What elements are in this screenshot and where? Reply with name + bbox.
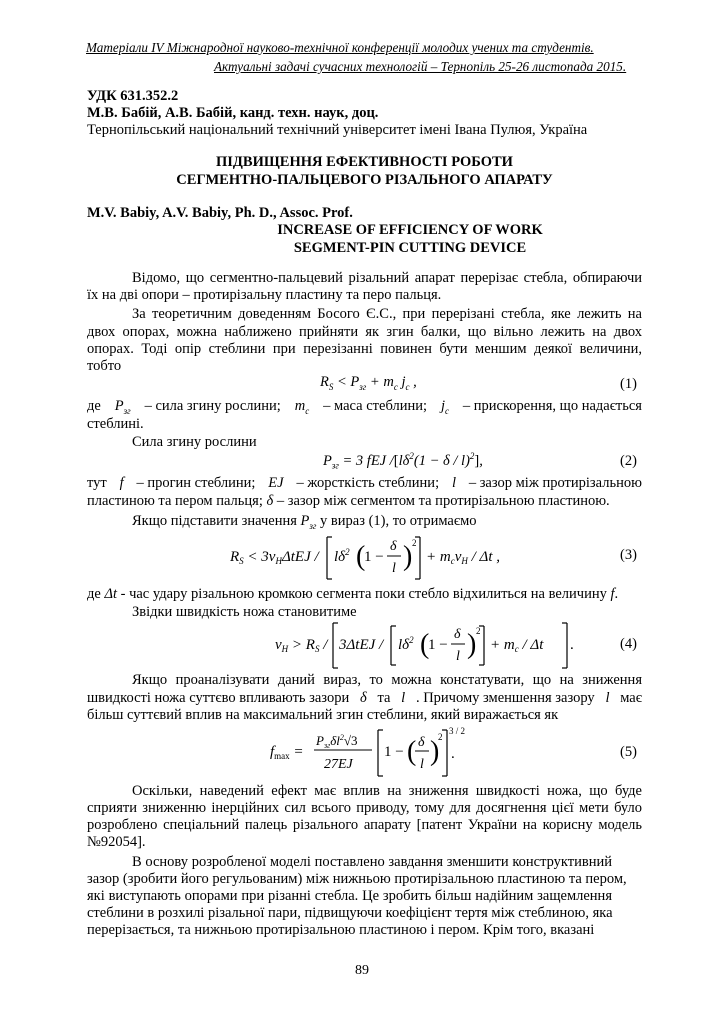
body-line: тобто [87,358,122,374]
equation-2: $P_{зг} = 3$ fEJ $/[l\delta^2(1 - \delta / l)^2]$, [323,451,483,471]
svg-text:vH > RS /: $v_H > R_S$ / [275,637,328,654]
title-en-line2: SEGMENT-PIN CUTTING DEVICE [293,240,527,256]
svg-text:2: 2 [412,538,417,548]
body-line: тут f – прогин стеблини; EJ – жорсткість стеблини; l – зазор між протирізальною [87,475,642,491]
svg-text:3ΔtEJ /: 3ΔtEJ / [339,637,384,653]
equation-3-number: (3) [620,547,637,563]
svg-text:): ) [467,629,477,660]
svg-text:RS < 3vHΔtEJ /: $R_S < 3v_H\Delta tEJ$ / [230,549,319,566]
body-line: перерізається, та нижньою протирізальною пластиною і пером. Крім того, вказані [87,922,595,938]
equation-5-number: (5) [620,744,637,760]
title-en-line1: INCREASE OF EFFICIENCY OF WORK [277,222,543,238]
svg-text:1 −: 1 − [364,549,384,565]
svg-text:l: l [420,757,424,772]
title-ua-line1: ПІДВИЩЕННЯ ЕФЕКТИВНОСТІ РОБОТИ [216,154,513,170]
svg-text:(: ( [420,629,430,660]
page-number: 89 [355,963,369,978]
body-line: їх на дві опори – протирізальну пластину та перо пальця. [87,287,442,303]
body-line: швидкості ножа суттєво впливають зазори δ та l . Причому зменшення зазору l має [87,690,642,706]
svg-text:(: ( [407,736,417,767]
svg-text:(: ( [356,541,366,572]
equation-5 [270,724,470,780]
svg-text:1 −: 1 − [428,637,448,653]
svg-text:l: l [456,649,460,664]
affiliation: Тернопільський національний технічний університет імені Івана Пулюя, Україна [87,122,588,138]
svg-text:lδ2: $l\delta^2$ [398,635,414,653]
body-line: більш суттєвий вплив на максимальний згин стеблини, який виражається як [87,707,559,723]
svg-text:27EJ: 27EJ [324,757,353,772]
udk-code: УДК 631.352.2 [87,88,179,104]
svg-text:1 −: 1 − [384,744,404,760]
authors-en: M.V. Babiy, A.V. Babiy, Ph. D., Assoc. Prof. [87,205,353,221]
body-line: де $P_{зг}$ – сила згину рослини; $m_c$ – маса стеблини; $j_c$ – прискорення, що надається [87,398,642,416]
svg-text:+ mcvH / Δt ,: + $m_cv_H$ / Δt , [426,549,501,566]
svg-text:lδ2: $l\delta^2$ [334,547,350,565]
equation-3 [230,532,620,582]
body-line: Оскільки, наведений ефект має вплив на зниження швидкості ножа, що буде [132,783,642,799]
body-line: зазор (зробити його регульованим) між нижньою протирізальною пластиною та пером, [87,871,627,887]
body-line: №92054]. [87,834,146,850]
authors-ua: М.В. Бабій, А.В. Бабій, канд. техн. наук, доц. [87,105,379,121]
svg-text:): ) [403,541,413,572]
svg-text:δ: δ [390,539,397,554]
body-line: двох опорах, можна наближено прийняти як згин балки, що вільно лежить на двох [87,324,642,340]
conference-header-line2: Актуальні задачі сучасних технологій – Тернопіль 25-26 листопада 2015. [214,59,627,74]
svg-text:): ) [430,736,440,767]
body-line: Якщо підставити значення $P_{зг}$ у вираз (1), то отримаємо [132,513,477,531]
svg-text:.: . [451,746,455,762]
svg-text:l: l [392,561,396,576]
equation-4-number: (4) [620,636,637,652]
equation-1: $R_S < P_{зг} + m_c$ $j_c$ , [320,374,417,392]
equation-2-number: (2) [620,453,637,469]
body-line: пластиною та пером пальця; δ – зазор між сегментом та протирізальною пластиною. [87,493,610,509]
title-ua-line2: СЕГМЕНТНО-ПАЛЬЦЕВОГО РІЗАЛЬНОГО АПАРАТУ [176,172,553,188]
body-line: Якщо проаналізувати даний вираз, то можна констатувати, що на зниження [132,672,642,688]
body-line: В основу розробленої моделі поставлено завдання зменшити конструктивний [132,854,612,870]
svg-text:fmax =: $f_{max}$ = [270,744,304,761]
body-line: розроблено спеціальний палець різального апарату [патент України на корисну модель [87,817,642,833]
body-line: Відомо, що сегментно-пальцевий різальний апарат перерізає стебла, обпираючи [132,270,642,286]
body-line: які виступають опорами при різанні стебла. Це зробить більш надійним защемлення [87,888,612,904]
body-line: стеблини в розхилі різальної пари, підвищуючи коефіцієнт тертя між стеблиною, яка [87,905,613,921]
svg-text:2: 2 [476,626,481,636]
svg-text:Pзгδl2√3: $P_{зг}\delta l^2√3$ [316,733,358,750]
equation-4 [275,620,615,670]
conference-header-line1: Матеріали IV Міжнародної науково-технічної конференції молодих учених та студентів. [86,40,594,55]
svg-text:3 / 2: 3 / 2 [449,726,466,736]
body-line: опорах. Тоді опір стеблини при перезізанні повинен бути меншим деякої величини, [87,341,642,357]
body-line: де Δt - час удару різальною кромкою сегмента поки стебло відхилиться на величину f. [87,586,619,602]
body-line: За теоретичним доведенням Босого Є.С., при перерізані стебла, яке лежить на [132,306,642,322]
svg-text:δ: δ [454,627,461,642]
svg-text:2: 2 [438,732,443,742]
body-line: сприяти зниженню інерційних сил всього приводу, тому для досягнення цієї мети було [87,800,642,816]
svg-text:δ: δ [418,735,425,750]
svg-text:+ mc / Δt: + $m_c$ / Δt [490,637,544,654]
body-line: Сила згину рослини [132,434,257,450]
body-line: стеблині. [87,416,144,432]
body-line: Звідки швидкість ножа становитиме [132,604,357,620]
svg-text:.: . [570,637,574,653]
equation-1-number: (1) [620,376,637,392]
